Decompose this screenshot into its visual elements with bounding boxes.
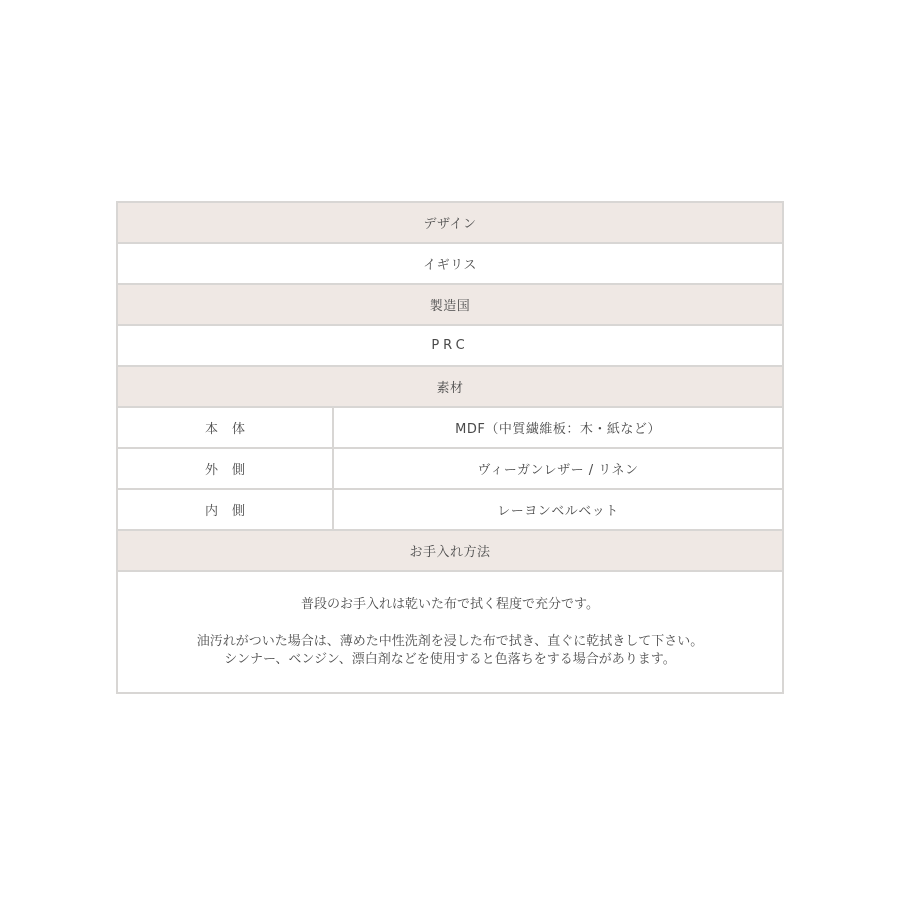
material-value-outer: ヴィーガンレザー / リネン — [477, 463, 639, 478]
origin-header-row — [118, 285, 782, 326]
care-text-1: 普段のお手入れは乾いた布で拭く程度で充分です。 — [301, 596, 599, 612]
material-label-outer: 外側 — [118, 449, 334, 488]
design-value-row — [118, 244, 782, 285]
care-text-3: シンナー、ベンジン、漂白剤などを使用すると色落ちをする場合があります。 — [224, 651, 676, 667]
design-header-row — [118, 203, 782, 244]
care-text-2: 油汚れがついた場合は、薄めた中性洗剤を浸した布で拭き、直ぐに乾拭きして下さい。 — [196, 633, 704, 649]
material-row-outer — [118, 449, 782, 490]
material-row-body — [118, 408, 782, 449]
origin-value-row — [118, 326, 782, 367]
origin-value: PRC — [431, 338, 469, 353]
material-row-inner — [118, 490, 782, 531]
care-header-row — [118, 531, 782, 572]
care-instructions — [118, 572, 782, 692]
material-label-body: 本体 — [118, 408, 334, 447]
design-header: デザイン — [423, 217, 477, 232]
material-value-body: MDF（中質繊維板：木・紙など） — [455, 422, 661, 437]
care-header: お手入れ方法 — [409, 545, 491, 560]
material-label-inner: 内側 — [118, 490, 334, 529]
spec-table — [116, 201, 784, 694]
material-value-inner: レーヨンベルベット — [497, 504, 619, 519]
origin-header: 製造国 — [429, 299, 471, 314]
material-header-row — [118, 367, 782, 408]
material-header: 素材 — [436, 381, 464, 396]
design-value: イギリス — [423, 258, 477, 273]
